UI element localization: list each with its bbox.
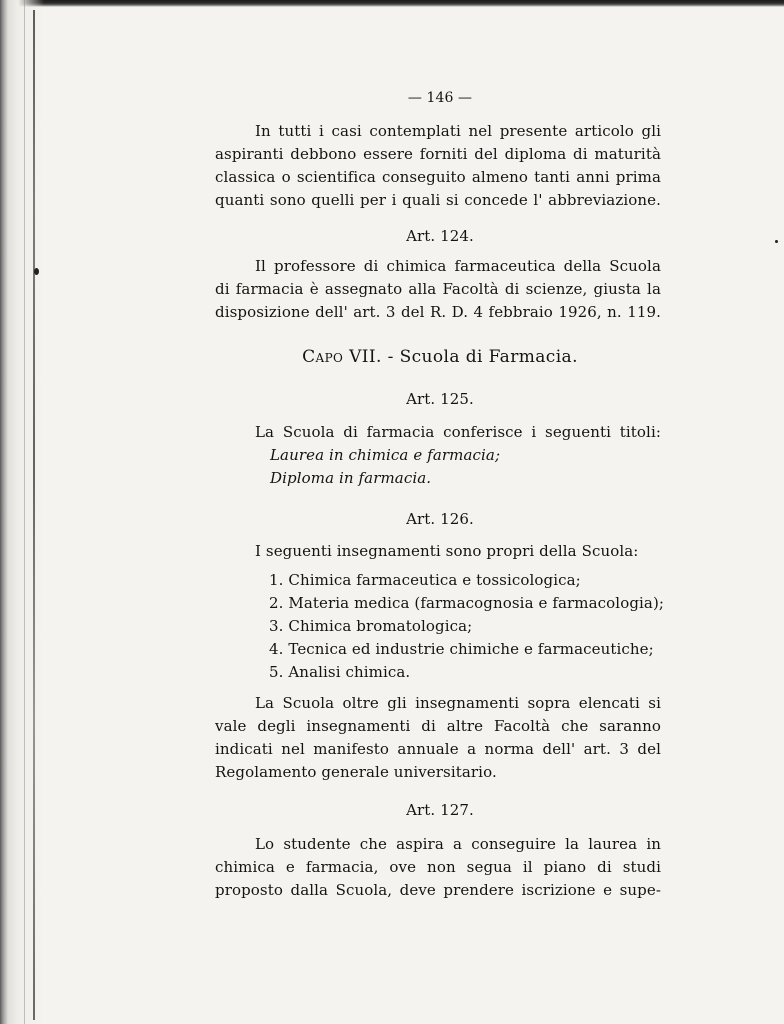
art-126-item-2: 2. Materia medica (farmacognosia e farmacologia); [269,594,665,612]
binding-edge-line [33,10,35,1020]
art-125-title-1: Laurea in chimica e farmacia; [270,446,501,464]
art-124-line-1: Il professore di chimica farmaceutica della Scuola [255,257,661,275]
art-126-item-3: 3. Chimica bromatologica; [269,617,473,635]
art-126-para-line-2: vale degli insegnamenti di altre Facoltà che saranno [215,717,661,735]
scan-binding-margin [0,0,44,1024]
art-125-title-2: Diploma in farmacia. [270,469,432,487]
art-126-heading: Art. 126. [406,510,474,528]
art-126-para-line-4: Regolamento generale universitario. [215,763,497,781]
art-127-line-3: proposto dalla Scuola, deve prendere iscrizione e supe- [215,881,661,899]
scan-top-edge [0,0,784,7]
chapter-label: Capo [302,347,344,367]
chapter-heading [215,347,665,367]
chapter-title: VII. - Scuola di Farmacia. [343,347,578,367]
intro-line-1: In tutti i casi contemplati nel presente articolo gli [255,122,661,140]
art-126-intro: I seguenti insegnamenti sono propri della Scuola: [255,542,639,560]
art-125-intro: La Scuola di farmacia conferisce i seguenti titoli: [255,423,661,441]
intro-line-2: aspiranti debbono essere forniti del diploma di maturità [215,145,661,163]
intro-line-3: classica o scientifica conseguito almeno tanti anni prima [215,168,661,186]
art-124-line-2: di farmacia è assegnato alla Facoltà di scienze, giusta la [215,280,661,298]
art-126-para-line-3: indicati nel manifesto annuale a norma dell' art. 3 del [215,740,661,758]
ink-speck [34,268,39,275]
art-126-item-4: 4. Tecnica ed industrie chimiche e farmaceutiche; [269,640,654,658]
art-124-line-3: disposizione dell' art. 3 del R. D. 4 febbraio 1926, n. 119. [215,303,661,321]
ink-speck [775,240,778,243]
art-126-item-5: 5. Analisi chimica. [269,663,411,681]
art-124-heading: Art. 124. [406,227,474,245]
art-126-item-1: 1. Chimica farmaceutica e tossicologica; [269,571,581,589]
art-125-heading: Art. 125. [406,390,474,408]
binding-shadow-line [24,0,25,1024]
page-number: — 146 — [407,90,473,106]
art-127-line-2: chimica e farmacia, ove non segua il piano di studi [215,858,661,876]
intro-line-4: quanti sono quelli per i quali si concede l' abbreviazione. [215,191,661,209]
art-127-heading: Art. 127. [406,801,474,819]
art-127-line-1: Lo studente che aspira a conseguire la laurea in [255,835,661,853]
art-126-para-line-1: La Scuola oltre gli insegnamenti sopra elencati si [255,694,661,712]
